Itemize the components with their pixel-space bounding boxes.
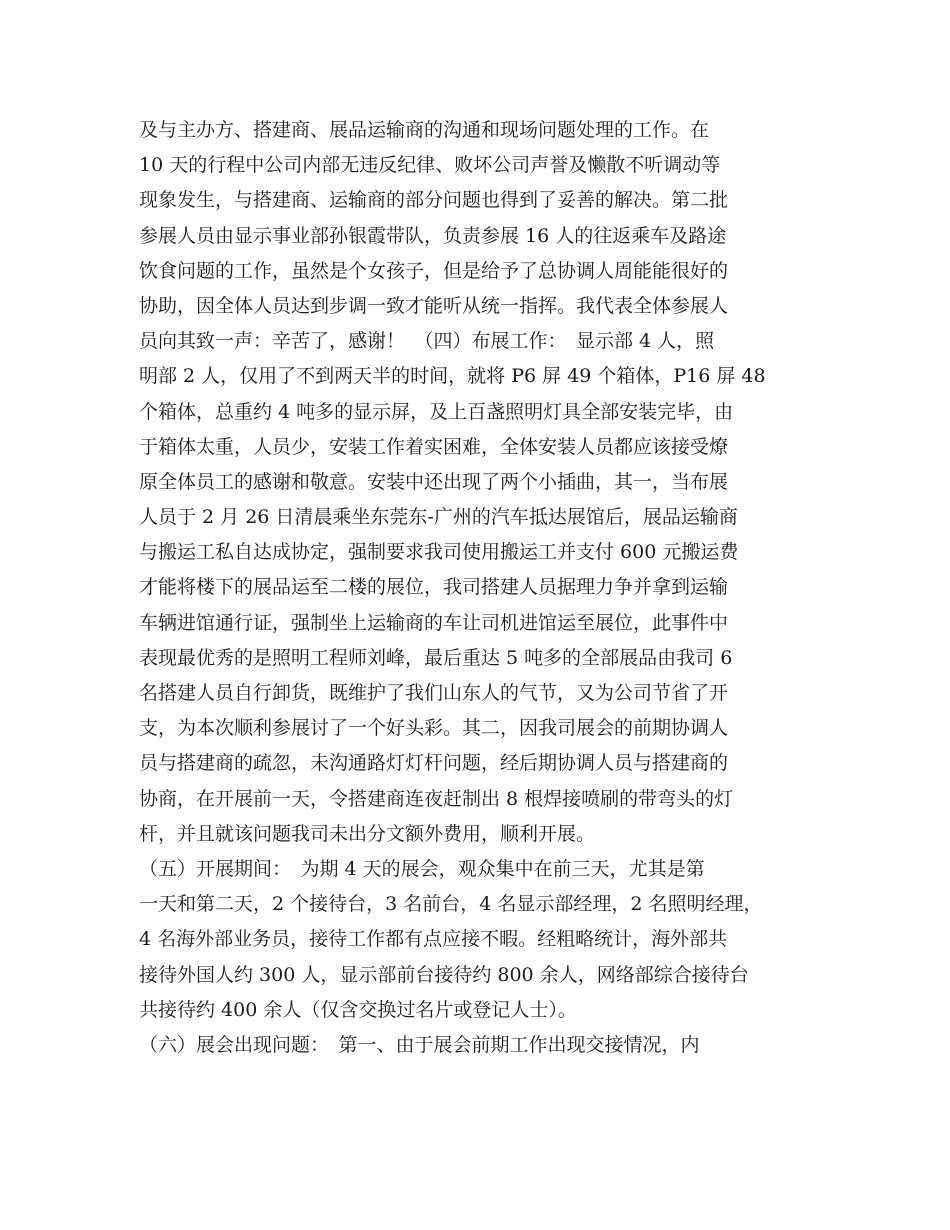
text-line-14: 才能将楼下的展品运至二楼的展位，我司搭建人员据理力争并拿到运输 — [139, 576, 729, 599]
text-line-6: 协助，因全体人员达到步调一致才能听从统一指挥。我代表全体参展人 — [139, 294, 729, 317]
text-line-12: 人员于 2 月 26 日清晨乘坐东莞东-广州的汽车抵达展馆后，展品运输商 — [139, 506, 738, 529]
text-line-23: 一天和第二天，2 个接待台，3 名前台，4 名显示部经理，2 名照明经理， — [139, 893, 763, 916]
text-line-2: 10 天的行程中公司内部无违反纪律、败坏公司声誉及懒散不听调动等 — [139, 154, 721, 177]
text-line-10: 于箱体太重，人员少，安装工作着实困难，全体安装人员都应该接受燎 — [139, 435, 729, 458]
text-line-9: 个箱体，总重约 4 吨多的显示屏，及上百盏照明灯具全部安装完毕，由 — [139, 400, 734, 423]
text-line-18: 支，为本次顺利参展讨了一个好头彩。其二，因我司展会的前期协调人 — [139, 717, 729, 740]
text-line-24: 4 名海外部业务员，接待工作都有点应接不暇。经粗略统计，海外部共 — [139, 928, 728, 951]
text-line-11: 原全体员工的感谢和敬意。安装中还出现了两个小插曲，其一，当布展 — [139, 470, 729, 493]
text-line-1: 及与主办方、搭建商、展品运输商的沟通和现场问题处理的工作。在 — [139, 119, 710, 141]
text-line-8: 明部 2 人，仅用了不到两天半的时间，就将 P6 屏 49 个箱体，P16 屏 48 — [139, 365, 766, 388]
text-line-4: 参展人员由显示事业部孙银霞带队，负责参展 16 人的往返乘车及路途 — [139, 224, 727, 247]
text-line-7: 员向其致一声：辛苦了，感谢！ （四）布展工作： 显示部 4 人，照 — [139, 330, 715, 353]
text-line-5: 饮食问题的工作，虽然是个女孩子，但是给予了总协调人周能能很好的 — [139, 259, 729, 282]
text-line-15: 车辆进馆通行证，强制坐上运输商的车让司机进馆运至展位，此事件中 — [139, 611, 729, 634]
body-text — [139, 113, 819, 1063]
text-line-27: （六）展会出现问题： 第一、由于展会前期工作出现交接情况，内 — [139, 1033, 700, 1056]
text-line-21: 杆，并且就该问题我司未出分文额外费用，顺利开展。 — [139, 822, 596, 845]
text-line-26: 共接待约 400 余人（仅含交换过名片或登记人士）。 — [139, 998, 577, 1021]
text-line-22: （五）开展期间： 为期 4 天的展会，观众集中在前三天，尤其是第 — [139, 857, 705, 880]
text-line-3: 现象发生，与搭建商、运输商的部分问题也得到了妥善的解决。第二批 — [139, 189, 729, 212]
text-line-19: 员与搭建商的疏忽，未沟通路灯灯杆问题，经后期协调人员与搭建商的 — [139, 752, 729, 775]
text-line-17: 名搭建人员自行卸货，既维护了我们山东人的气节，又为公司节省了开 — [139, 682, 729, 704]
text-line-16: 表现最优秀的是照明工程师刘峰，最后重达 5 吨多的全部展品由我司 6 — [139, 646, 733, 669]
text-line-20: 协商，在开展前一天，令搭建商连夜赶制出 8 根焊接喷刷的带弯头的灯 — [139, 787, 734, 810]
text-line-25: 接待外国人约 300 人，显示部前台接待约 800 余人，网络部综合接待台 — [139, 963, 749, 986]
text-line-13: 与搬运工私自达成协定，强制要求我司使用搬运工并支付 600 元搬运费 — [139, 541, 739, 564]
